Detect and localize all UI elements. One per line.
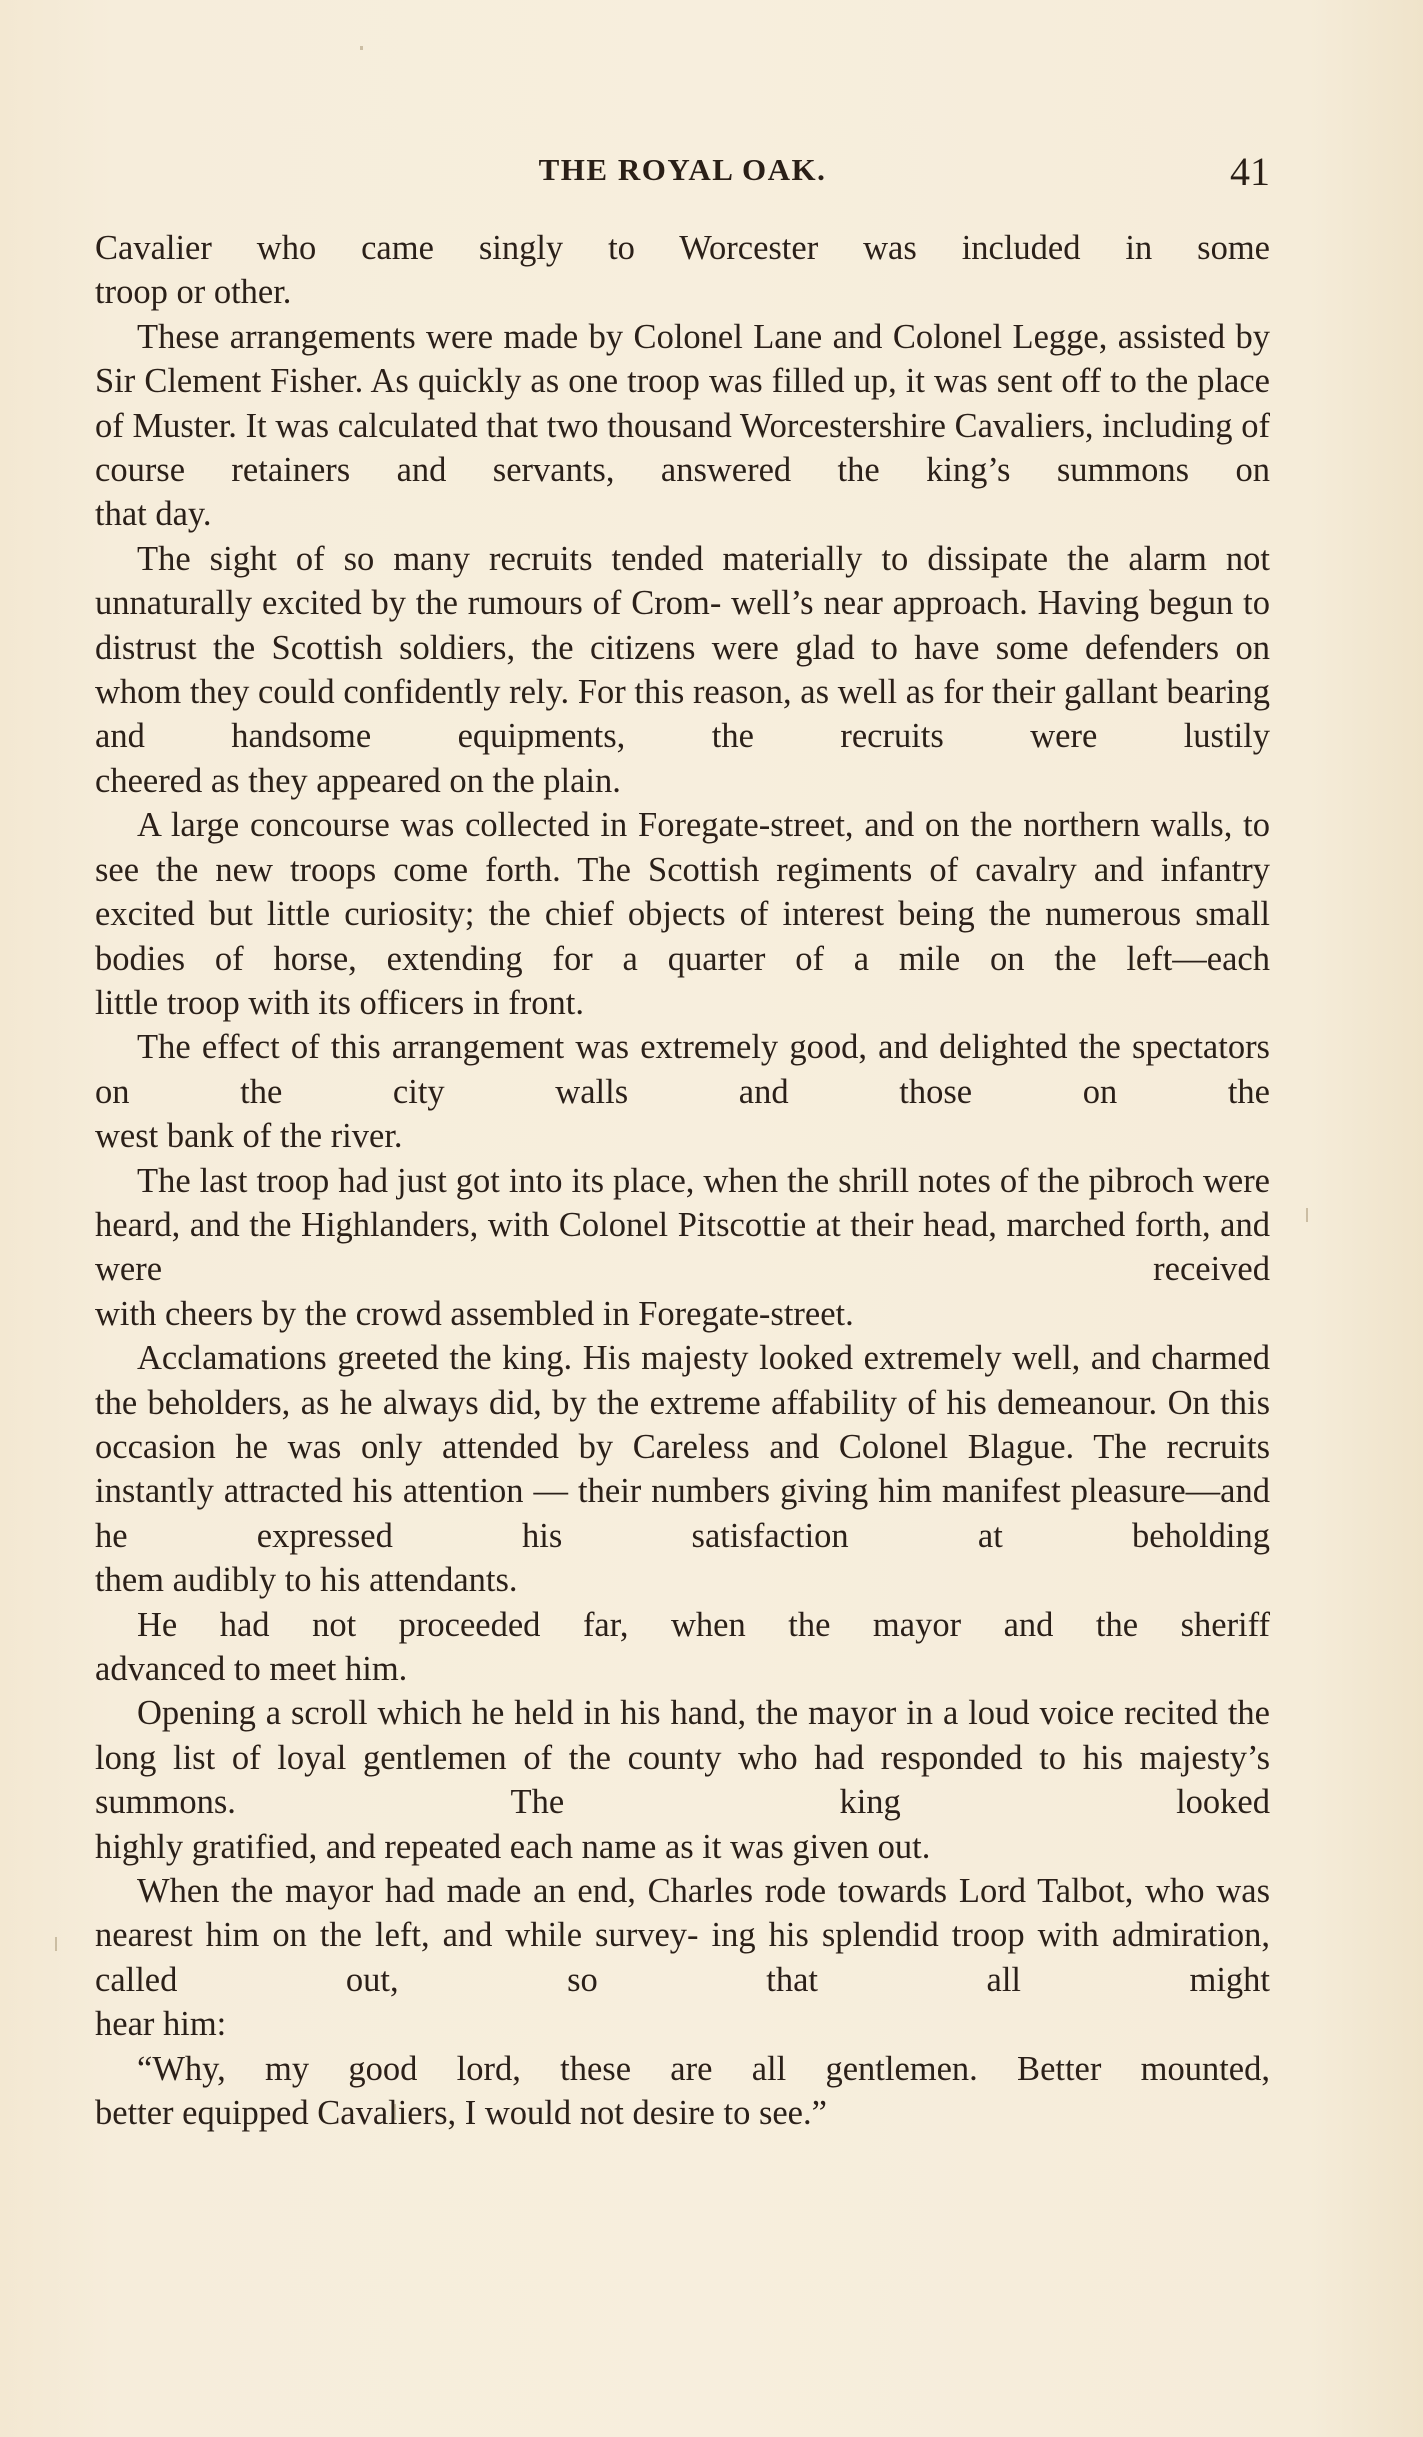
paragraph [95, 226, 1270, 315]
paragraph-last-line: highly gratified, and repeated each name as it was given out. [95, 1827, 931, 1866]
running-head [95, 148, 1270, 198]
paragraph-last-line: troop or other. [95, 273, 292, 312]
paragraph-text: When the mayor had made an end, Charles rode towards Lord Talbot, who was nearest him on the left, and while survey- ing his splendid troop with admiration, called out, so that all might [95, 1872, 1270, 1999]
body-text [95, 226, 1270, 2135]
paragraph-last-line: cheered as they appeared on the plain. [95, 761, 621, 800]
paragraph [95, 537, 1270, 803]
paragraph [95, 1691, 1270, 1869]
paragraph [95, 803, 1270, 1025]
paragraph-text: The last troop had just got into its place, when the shrill notes of the pibroch were heard, and the Highlanders, with Colonel Pitscottie at their head, marched forth, and were received [95, 1161, 1270, 1289]
paragraph [95, 1336, 1270, 1602]
paragraph-last-line: better equipped Cavaliers, I would not desire to see.” [95, 2094, 827, 2133]
page-title: THE ROYAL OAK. [538, 152, 827, 187]
paragraph-text: These arrangements were made by Colonel Lane and Colonel Legge, assisted by Sir Clement Fisher. As quickly as one troop was filled up, it was sent off to the place of Muster. It was calculated that two thousand Worcestershire Cavaliers, including of course retainers and servants, answered the king’s summons on [95, 317, 1270, 490]
paragraph-text: Opening a scroll which he held in his hand, the mayor in a loud voice recited the long list of loyal gentlemen of the county who had responded to his majesty’s summons. The king looked [95, 1694, 1270, 1822]
paragraph [95, 1869, 1270, 2047]
paragraph [95, 315, 1270, 537]
paragraph [95, 1159, 1270, 1337]
ink-speck [360, 46, 363, 50]
paragraph-text: “Why, my good lord, these are all gentlemen. Better mounted, [137, 2049, 1270, 2088]
paragraph-text: Cavalier who came singly to Worcester was included in some [95, 229, 1270, 267]
ink-speck [1306, 1208, 1308, 1222]
paragraph-last-line: that day. [95, 495, 212, 534]
paragraph-last-line: advanced to meet him. [95, 1650, 408, 1688]
paragraph-text: The effect of this arrangement was extremely good, and delighted the spectators on the city walls and those on the [95, 1028, 1270, 1111]
paragraph-text: Acclamations greeted the king. His majesty looked extremely well, and charmed the beholders, as he always did, by the extreme affability of his demeanour. On this occasion he was only attended by Careless and Colonel Blague. The recruits instantly attracted his attention — their numbers giving him manifest pleasure—and he expressed his satisfaction at beholding [95, 1339, 1270, 1555]
paragraph-last-line: hear him: [95, 2005, 227, 2044]
paragraph-text: He had not proceeded far, when the mayor and the sheriff [137, 1605, 1270, 1644]
paragraph-text: A large concourse was collected in Foregate-street, and on the northern walls, to see the new troops come forth. The Scottish regiments of cavalry and infantry excited but little curiosity; the chief objects of interest being the numerous small bodies of horse, extending for a quarter of a mile on the left—each [95, 806, 1270, 978]
paragraph-text: The sight of so many recruits tended materially to dissipate the alarm not unnaturally excited by the rumours of Crom- well’s near approach. Having begun to distrust the Scottish soldiers, the citizens were glad to have some defenders on whom they could confidently rely. For this reason, as well as for their gallant bearing and handsome equipments, the recruits were lustily [95, 539, 1270, 756]
paragraph [95, 1025, 1270, 1158]
ink-speck [55, 1937, 57, 1951]
paragraph [95, 1603, 1270, 1692]
paragraph-last-line: them audibly to his attendants. [95, 1561, 518, 1600]
paragraph-last-line: west bank of the river. [95, 1117, 403, 1156]
paragraph-last-line: little troop with its officers in front. [95, 983, 584, 1022]
page-number: 41 [1230, 149, 1270, 194]
paragraph [95, 2047, 1270, 2136]
paragraph-last-line: with cheers by the crowd assembled in Foregate-street. [95, 1294, 854, 1333]
